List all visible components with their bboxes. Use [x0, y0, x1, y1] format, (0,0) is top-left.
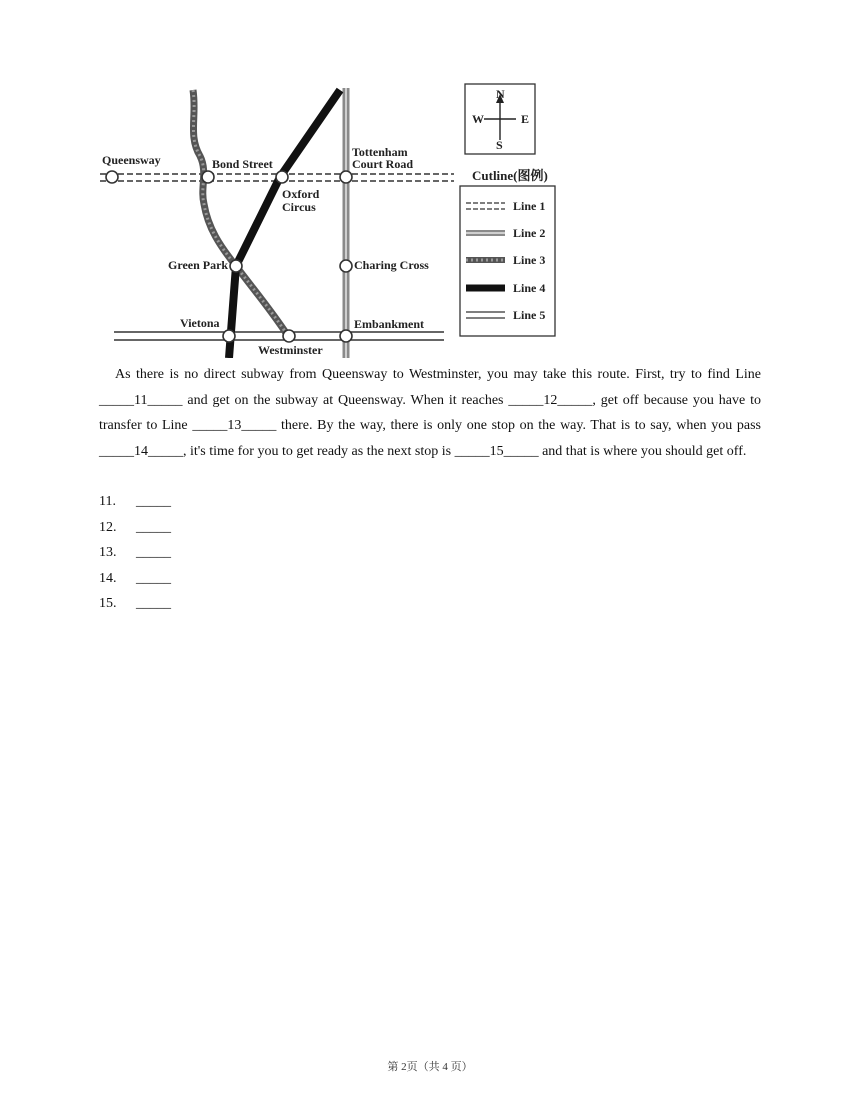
line-5-track — [114, 332, 444, 340]
answer-item-12 — [99, 515, 171, 541]
legend-line-4: Line 4 — [513, 281, 546, 295]
compass-west: W — [472, 112, 484, 126]
passage-text: , get off because you have to transfer to Line — [99, 392, 761, 433]
question-number: 15. — [99, 596, 117, 611]
compass-east: E — [521, 112, 530, 126]
station-westminster — [283, 330, 295, 342]
question-number: 12. — [99, 519, 117, 535]
label-charing-cross: Charing Cross — [354, 258, 429, 272]
station-tottenham-court-road — [340, 171, 352, 183]
answer-blank[interactable]: _____ — [136, 596, 171, 611]
passage-text: and get on the subway at Queensway. When it reaches — [182, 392, 509, 408]
answer-item-15 — [99, 591, 171, 617]
station-charing-cross — [340, 260, 352, 272]
station-vietona — [223, 330, 235, 342]
passage-text: , it's time for you to get ready as the next stop is — [183, 443, 455, 459]
label-bond-street: Bond Street — [212, 157, 273, 171]
label-queensway: Queensway — [102, 153, 161, 167]
subway-map — [96, 76, 560, 358]
legend-title: Cutline(图例) — [472, 168, 548, 183]
passage-text: As there is no direct subway from Queensway to Westminster, you may take this route. First, try to find Line — [115, 367, 761, 382]
legend-line-1: Line 1 — [513, 199, 546, 213]
label-tottenham-1: Tottenham — [352, 145, 408, 159]
legend-line-3: Line 3 — [513, 253, 546, 267]
station-embankment — [340, 330, 352, 342]
label-embankment: Embankment — [354, 317, 425, 331]
question-number: 13. — [99, 545, 117, 560]
line-3-track — [193, 90, 288, 336]
legend-line-2: Line 2 — [513, 226, 546, 240]
answer-list — [99, 489, 171, 617]
label-oxford-2: Circus — [282, 200, 316, 214]
station-bond-street — [202, 171, 214, 183]
blank-15: _____15_____ — [454, 443, 539, 459]
label-green-park: Green Park — [168, 258, 229, 272]
answer-blank[interactable]: _____ — [136, 570, 171, 586]
blank-11: _____11_____ — [99, 392, 183, 408]
blank-12: _____12_____ — [508, 392, 593, 408]
passage-text: there. By the way, there is only one stop on the way. That is to say, when you pass — [276, 418, 761, 433]
subway-map-drawing — [96, 76, 560, 358]
label-oxford-1: Oxford — [282, 187, 320, 201]
station-queensway — [106, 171, 118, 183]
answer-blank[interactable]: _____ — [136, 494, 171, 509]
station-green-park — [230, 260, 242, 272]
answer-item-14 — [99, 566, 171, 592]
label-vietona: Vietona — [180, 316, 220, 330]
line-4-track — [229, 90, 340, 358]
blank-14: _____14_____ — [99, 443, 183, 459]
question-number: 11. — [99, 494, 116, 509]
question-number: 14. — [99, 570, 117, 586]
passage — [99, 362, 761, 464]
answer-item-11 — [99, 489, 171, 515]
answer-blank[interactable]: _____ — [136, 545, 171, 560]
legend — [460, 186, 555, 336]
answer-item-13 — [99, 540, 171, 566]
blank-13: _____13_____ — [192, 418, 277, 433]
compass — [465, 84, 535, 154]
compass-north: N — [496, 87, 505, 101]
legend-line-5: Line 5 — [513, 308, 546, 322]
compass-south: S — [496, 138, 503, 152]
page-footer: 第 2页（共 4 页） — [387, 1061, 473, 1073]
station-oxford-circus — [276, 171, 288, 183]
passage-text: and that is where you should get off. — [538, 443, 747, 459]
answer-blank[interactable]: _____ — [136, 519, 171, 535]
label-westminster: Westminster — [258, 343, 323, 357]
label-tottenham-2: Court Road — [352, 157, 414, 171]
